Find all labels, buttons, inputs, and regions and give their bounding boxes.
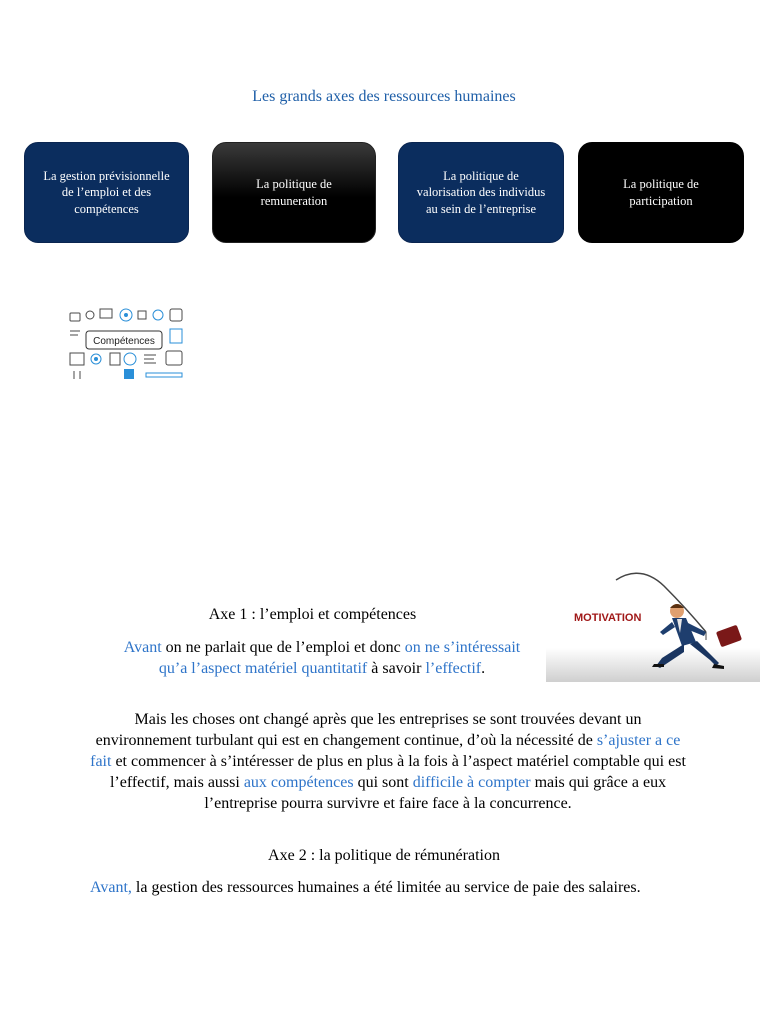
competences-label: Compétences (93, 336, 155, 347)
text-span: aux compétences (243, 774, 354, 791)
axe2-paragraph-1 (90, 877, 690, 898)
motivation-illustration (546, 568, 760, 682)
axis-box-remuneration (212, 142, 376, 243)
page-title: Les grands axes des ressources humaines (252, 88, 516, 105)
text-span: . (481, 660, 486, 677)
text-span: qui sont (353, 774, 413, 791)
text-span: on ne parlait que de l’emploi et donc (161, 639, 405, 656)
text-span: à savoir (367, 660, 426, 677)
axis-box-label: La gestion prévisionnelle de l’emploi et des compétences (43, 168, 170, 216)
text-span: et commencer à s’intéresser de plus en plus à la fois à l’aspect matériel comptable qui est l’effectif, mais aussi (109, 753, 686, 791)
text-span: Mais les choses ont changé après que les entreprises se sont trouvées devant un environnement turbulant qui est en changement continue, d’où la nécessité de (95, 711, 642, 749)
competences-illustration (66, 305, 188, 383)
text-span: Avant, (90, 879, 132, 896)
axe2-heading: Axe 2 : la politique de rémunération (268, 847, 500, 864)
axe1-heading: Axe 1 : l’emploi et compétences (208, 606, 417, 623)
text-span: Avant (123, 639, 162, 656)
text-span: difficile à compter (412, 774, 531, 791)
text-span: on ne s’intéressait qu’a l’aspect matériel quantitatif (158, 639, 521, 677)
text-span: la gestion des ressources humaines a été limitée au service de paie des salaires. (131, 879, 641, 896)
axe1-paragraph-2 (88, 709, 688, 814)
axis-box-label: La politique de participation (623, 177, 699, 208)
axis-box-participation (578, 142, 744, 243)
text-span: s’ajuster a ce fait (90, 732, 681, 770)
axis-box-label: La politique de valorisation des individus au sein de l’entreprise (416, 168, 546, 216)
text-span: l’effectif (425, 660, 482, 677)
axis-box-gpec (24, 142, 189, 243)
axis-box-valorisation (398, 142, 564, 243)
axis-box-label: La politique de remuneration (256, 177, 332, 208)
axe1-paragraph-1 (118, 637, 526, 679)
motivation-label: MOTIVATION (574, 612, 642, 624)
text-span: mais qui grâce a eux l’entreprise pourra survivre et faire face à la concurrence. (204, 774, 667, 812)
